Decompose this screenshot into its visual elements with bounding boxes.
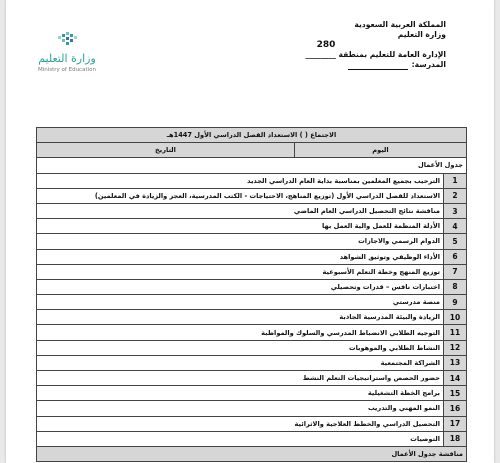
school-blank	[348, 61, 408, 70]
logo-mark-icon	[22, 30, 112, 54]
ministry-title: وزارة التعليم	[397, 30, 446, 39]
school-label: المدرسة:	[411, 60, 446, 69]
agenda-row	[37, 340, 467, 355]
agenda-row-number: 16	[444, 401, 467, 416]
document-page	[6, 0, 494, 463]
agenda-row-number: 18	[444, 431, 467, 446]
agenda-row-number: 5	[444, 234, 467, 249]
agenda-row-number: 4	[444, 219, 467, 234]
agenda-row-text: برامج الخطة التشغيلية	[37, 386, 444, 401]
agenda-row-text: النمو المهني والتدريب	[37, 401, 444, 416]
agenda-row-number: 10	[444, 310, 467, 325]
agenda-row-number: 9	[444, 295, 467, 310]
logo-english-text: Ministry of Education	[37, 67, 96, 73]
agenda-row-text: حضور الحصص واستراتيجيات التعلم النشط	[37, 371, 444, 386]
agenda-row-text: التوجيه الطلابي الانضباط المدرسي والسلوك والمواظبة	[37, 325, 444, 340]
agenda-row	[37, 431, 467, 446]
agenda-row	[37, 355, 467, 370]
agenda-row	[37, 173, 467, 188]
agenda-row	[37, 325, 467, 340]
kingdom-title: المملكة العربية السعودية	[354, 20, 446, 29]
school-line	[226, 60, 446, 70]
agenda-row-text: الشراكة المجتمعية	[37, 355, 444, 370]
agenda-row-number: 8	[444, 279, 467, 294]
agenda-row	[37, 416, 467, 431]
agenda-row-text: الأداء الوظيفي وتوثيق الشواهد	[37, 249, 444, 264]
agenda-row	[37, 234, 467, 249]
agenda-row-text: مناقشة نتائج التحصيل الدراسي العام الماضي	[37, 203, 444, 218]
agenda-row-number: 2	[444, 188, 467, 203]
logo-arabic-text: وزارة التعليم	[38, 52, 96, 65]
agenda-row-text: الريادة والبيئة المدرسية الجاذبة	[37, 310, 444, 325]
agenda-row-number: 15	[444, 386, 467, 401]
agenda-row-number: 7	[444, 264, 467, 279]
agenda-row-text: منصة مدرستي	[37, 295, 444, 310]
meeting-title: الاجتماع ( ) الاستعداد الفصل الدراسي الأول 1447هـ	[37, 128, 467, 143]
agenda-row-number: 14	[444, 371, 467, 386]
agenda-row-number: 12	[444, 340, 467, 355]
agenda-row-number: 1	[444, 173, 467, 188]
agenda-row	[37, 371, 467, 386]
agenda-row-text: النشاط الطلابي والموهوبات	[37, 340, 444, 355]
agenda-row-text: الاستعداد للفصل الدراسي الأول (توزيع المناهج، الاحتياجات - الكتب المدرسية، العجز والزيادة في المعلمين)	[37, 188, 444, 203]
agenda-row-number: 3	[444, 203, 467, 218]
agenda-row-text: التحصيل الدراسي والخطط العلاجية والاثرائية	[37, 416, 444, 431]
ministry-logo	[22, 30, 112, 80]
agenda-row-number: 17	[444, 416, 467, 431]
document-header	[226, 20, 446, 70]
agenda-row-text: الأدلة المنظمة للعمل والية العمل بها	[37, 219, 444, 234]
agenda-row-text: اختبارات نافس – قدرات وتحصيلي	[37, 279, 444, 294]
document-number: 280	[316, 40, 336, 50]
meeting-table	[36, 127, 467, 462]
agenda-row-number: 13	[444, 355, 467, 370]
agenda-row	[37, 264, 467, 279]
agenda-row-text: توزيع المنهج وخطة التعلم الأسبوعية	[37, 264, 444, 279]
agenda-heading: جدول الأعمال	[37, 158, 467, 173]
agenda-row	[37, 249, 467, 264]
agenda-row	[37, 295, 467, 310]
day-label: اليوم	[294, 143, 466, 157]
agenda-row-text: الترحيب بجميع المعلمين بمناسبة بداية العام الدراسي الجديد	[37, 173, 444, 188]
agenda-row	[37, 188, 467, 203]
agenda-row	[37, 203, 467, 218]
agenda-row	[37, 219, 467, 234]
agenda-row	[37, 279, 467, 294]
agenda-row-text: الدوام الرسمي والاجازات	[37, 234, 444, 249]
date-label: التاريخ	[37, 143, 294, 157]
discussion-heading: مناقشة جدول الأعمال	[37, 446, 467, 461]
agenda-row	[37, 310, 467, 325]
agenda-row	[37, 386, 467, 401]
agenda-row-text: التوصيات	[37, 431, 444, 446]
admin-line: الإدارة العامة للتعليم بمنطقة ________	[305, 50, 446, 59]
agenda-row-number: 6	[444, 249, 467, 264]
agenda-row	[37, 401, 467, 416]
agenda-row-number: 11	[444, 325, 467, 340]
